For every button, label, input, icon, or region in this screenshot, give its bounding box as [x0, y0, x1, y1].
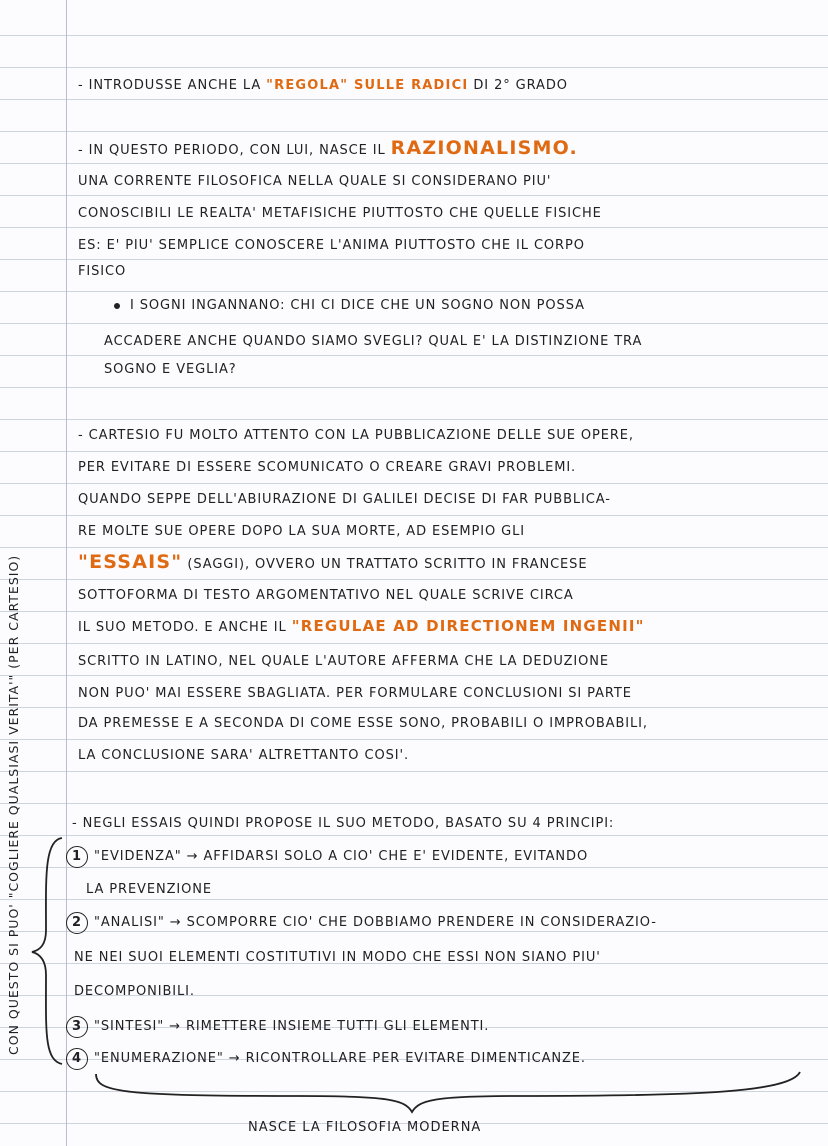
text-line: ES: E' PIU' SEMPLICE CONOSCERE L'ANIMA PIUTTOSTO CHE IL CORPO: [78, 238, 585, 253]
intro-text-end: DI 2° GRADO: [468, 78, 568, 93]
text-line: SOTTOFORMA DI TESTO ARGOMENTATIVO NEL QUALE SCRIVE CIRCA: [78, 588, 574, 603]
text-line: - CARTESIO FU MOLTO ATTENTO CON LA PUBBLICAZIONE DELLE SUE OPERE,: [78, 428, 634, 443]
method-intro: - NEGLI ESSAIS QUINDI PROPOSE IL SUO METODO, BASATO SU 4 PRINCIPI:: [72, 816, 615, 831]
essais-highlight: "ESSAIS": [78, 551, 183, 573]
text-line: SOGNO E VEGLIA?: [104, 362, 237, 377]
text-line: LA PREVENZIONE: [86, 882, 212, 897]
number-circle-icon: 1: [66, 846, 88, 868]
left-brace-icon: [32, 838, 62, 1064]
principle-text: "ENUMERAZIONE" → RICONTROLLARE PER EVITARE DIMENTICANZE.: [94, 1051, 586, 1066]
razionalismo-highlight: RAZIONALISMO.: [390, 137, 578, 159]
regola-highlight: "REGOLA" SULLE RADICI: [266, 78, 469, 93]
text-line: SCRITTO IN LATINO, NEL QUALE L'AUTORE AFFERMA CHE LA DEDUZIONE: [78, 654, 609, 669]
text-line: PER EVITARE DI ESSERE SCOMUNICATO O CREARE GRAVI PROBLEMI.: [78, 460, 577, 475]
bottom-brace-icon: [96, 1072, 800, 1112]
regulae-highlight: "REGULAE AD DIRECTIONEM INGENII": [291, 617, 645, 635]
number-circle-icon: 4: [66, 1048, 88, 1070]
text-line: DECOMPONIBILI.: [74, 984, 195, 999]
text-line: CONOSCIBILI LE REALTA' METAFISICHE PIUTTOSTO CHE QUELLE FISICHE: [78, 206, 602, 221]
bullet-text: I SOGNI INGANNANO: CHI CI DICE CHE UN SOGNO NON POSSA: [130, 298, 585, 313]
essais-text: (SAGGI), OVVERO UN TRATTATO SCRITTO IN FRANCESE: [182, 557, 588, 572]
principle-text: "EVIDENZA" → AFFIDARSI SOLO A CIO' CHE E' EVIDENTE, EVITANDO: [94, 849, 589, 864]
principle-text: "ANALISI" → SCOMPORRE CIO' CHE DOBBIAMO PRENDERE IN CONSIDERAZIO-: [94, 915, 657, 930]
number-circle-icon: 2: [66, 912, 88, 934]
text-line: NE NEI SUOI ELEMENTI COSTITUTIVI IN MODO CHE ESSI NON SIANO PIU': [74, 950, 601, 965]
text-line: NON PUO' MAI ESSERE SBAGLIATA. PER FORMULARE CONCLUSIONI SI PARTE: [78, 686, 632, 701]
intro-text: - INTRODUSSE ANCHE LA: [78, 78, 267, 93]
text-line: ACCADERE ANCHE QUANDO SIAMO SVEGLI? QUAL E' LA DISTINZIONE TRA: [104, 334, 643, 349]
rationalism-text: - IN QUESTO PERIODO, CON LUI, NASCE IL: [78, 143, 391, 158]
text-line: QUANDO SEPPE DELL'ABIURAZIONE DI GALILEI DECISE DI FAR PUBBLICA-: [78, 492, 611, 507]
principle-text: "SINTESI" → RIMETTERE INSIEME TUTTI GLI ELEMENTI.: [94, 1019, 490, 1034]
text-line: LA CONCLUSIONE SARA' ALTRETTANTO COSI'.: [78, 748, 409, 763]
text-line: UNA CORRENTE FILOSOFICA NELLA QUALE SI CONSIDERANO PIU': [78, 174, 552, 189]
footer-conclusion: NASCE LA FILOSOFIA MODERNA: [248, 1120, 482, 1135]
number-circle-icon: 3: [66, 1016, 88, 1038]
regulae-text: IL SUO METODO. E ANCHE IL: [78, 620, 292, 635]
side-note: CON QUESTO SI PUO' "COGLIERE QUALSIASI VERITA'" (PER CARTESIO): [6, 554, 21, 1055]
text-line: DA PREMESSE E A SECONDA DI COME ESSE SONO, PROBABILI O IMPROBABILI,: [78, 716, 648, 731]
text-line: RE MOLTE SUE OPERE DOPO LA SUA MORTE, AD ESEMPIO GLI: [78, 524, 526, 539]
text-line: FISICO: [78, 264, 127, 279]
